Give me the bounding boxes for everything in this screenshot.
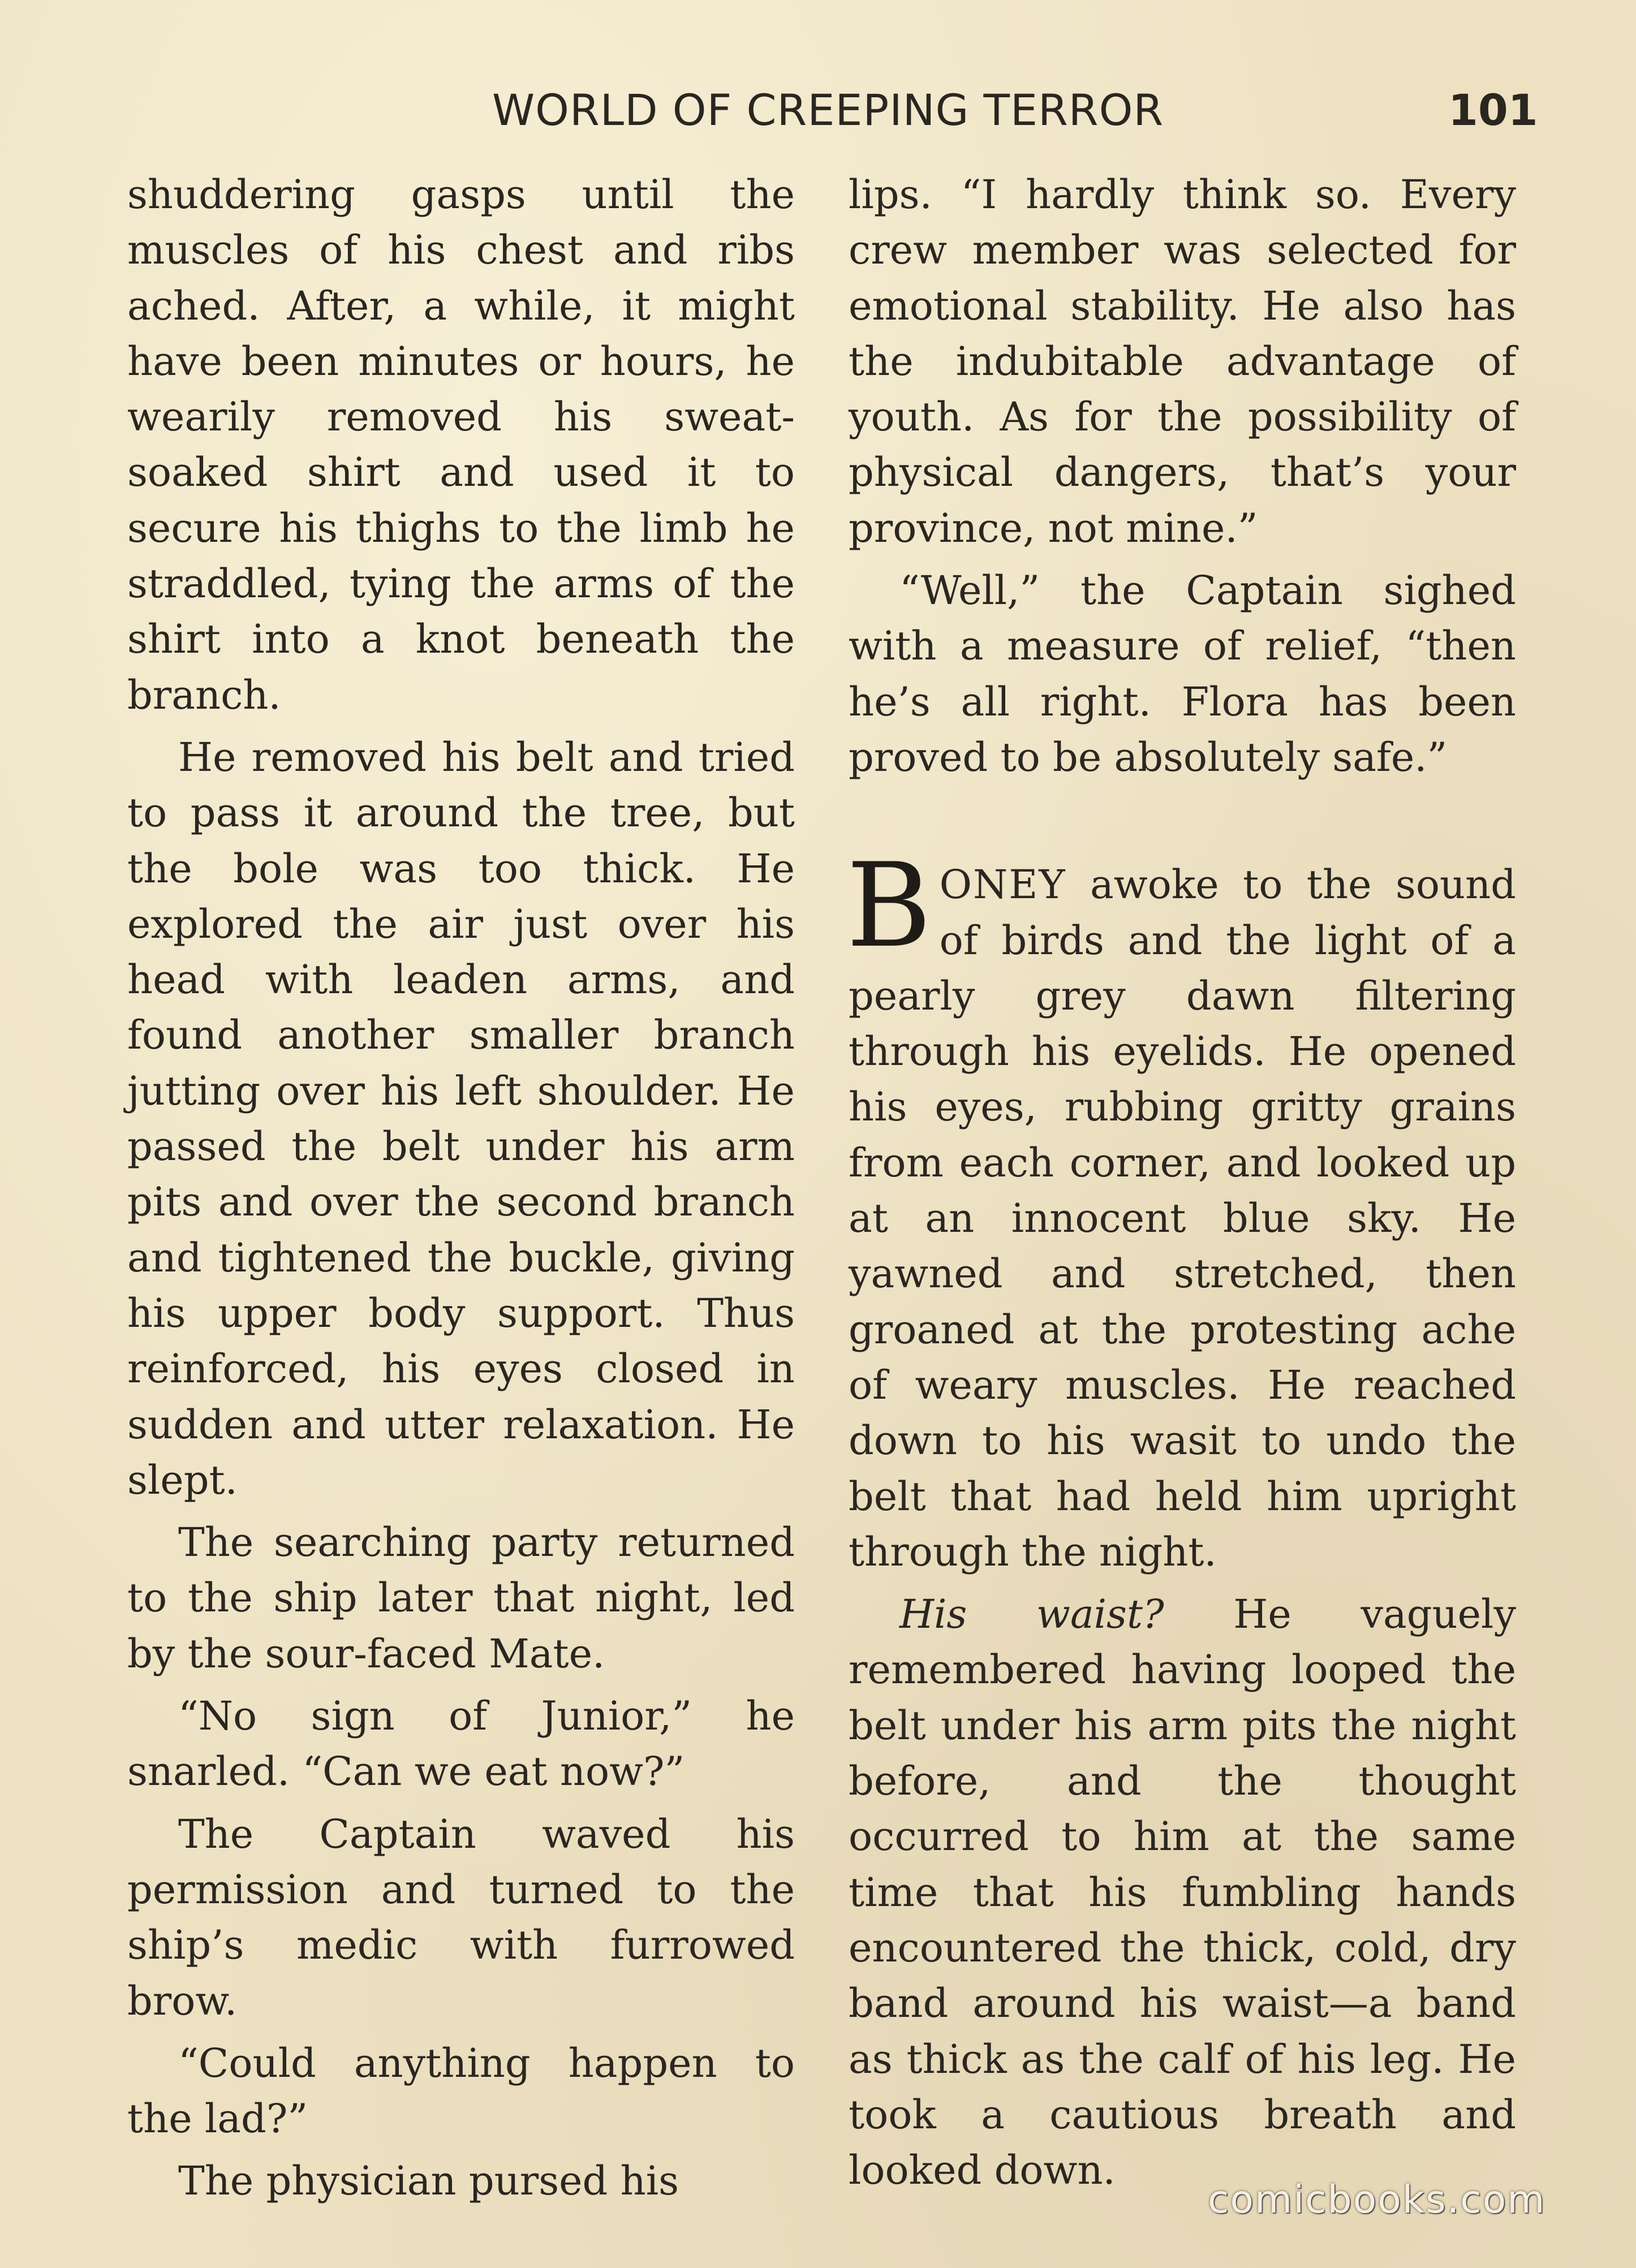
paragraph-text: awoke to the sound of birds and the light of a pearly grey dawn filtering through his eyelids. He opened his eyes, rubbing gritty grains from each corner, and looked up at an innocent blue sky. He yawned and stretched, then groaned at the protesting ache of weary muscles. He reached down to his wasit to undo the belt that had held him upright through the night. xyxy=(849,861,1516,1575)
paragraph: “Well,” the Captain sighed with a measure of relief, “then he’s all right. Flora has been proved to be absolutely safe.” xyxy=(849,567,1516,781)
paragraph: The searching party returned to the ship later that night, led by the sour-faced Mate. xyxy=(127,1519,795,1677)
paragraph: shuddering gasps until the muscles of his chest and ribs ached. After, a while, it might have been minutes or hours, he wearily removed his sweat-soaked shirt and used it to secure his thighs to the limb he straddled, tying the arms of the shirt into a knot beneath the branch. xyxy=(127,171,795,718)
small-caps-name: ONEY xyxy=(939,861,1066,908)
running-title: WORLD OF CREEPING TERROR xyxy=(492,85,1164,135)
paragraph: lips. “I hardly think so. Every crew member was selected for emotional stability. He also has the indubitable advantage of youth. As for the possibility of physical dangers, that’s your province, not mine.” xyxy=(849,171,1516,551)
page-number: 101 xyxy=(1448,85,1538,135)
right-column xyxy=(846,167,1516,2205)
paragraph: The Captain waved his permission and turned to the ship’s medic with furrowed brow. xyxy=(127,1810,795,2024)
section-break xyxy=(849,792,1516,857)
paragraph-text: He vaguely remembered having looped the belt under his arm pits the night before, and the thought occurred to him at the same time that his fumbling hands encountered the thick, cold, dry band around his waist—a band as thick as the calf of his leg. He took a cautious breath and looked down. xyxy=(849,1591,1516,2194)
italic-phrase: His waist? xyxy=(899,1591,1164,1638)
drop-cap: B xyxy=(846,839,932,974)
paragraph xyxy=(849,1586,1516,2198)
paragraph: “No sign of Junior,” he snarled. “Can we eat now?” xyxy=(127,1693,795,1795)
paragraph: He removed his belt and tried to pass it around the tree, but the bole was too thick. He explored the air just over his head with leaden arms, and found another smaller branch jutting over his left shoulder. He passed the belt under his arm pits and over the second branch and tightened the buckle, giving his upper body support. Thus reinforced, his eyes closed in sudden and utter relaxation. He slept. xyxy=(127,734,795,1503)
watermark: comicbooks.com xyxy=(1208,2178,1546,2222)
paragraph-dropcap xyxy=(846,839,1516,1580)
left-column xyxy=(127,167,795,2216)
paragraph: “Could anything happen to the lad?” xyxy=(127,2040,795,2142)
page-header xyxy=(0,85,1636,153)
paragraph: The physician pursed his xyxy=(178,2158,679,2205)
